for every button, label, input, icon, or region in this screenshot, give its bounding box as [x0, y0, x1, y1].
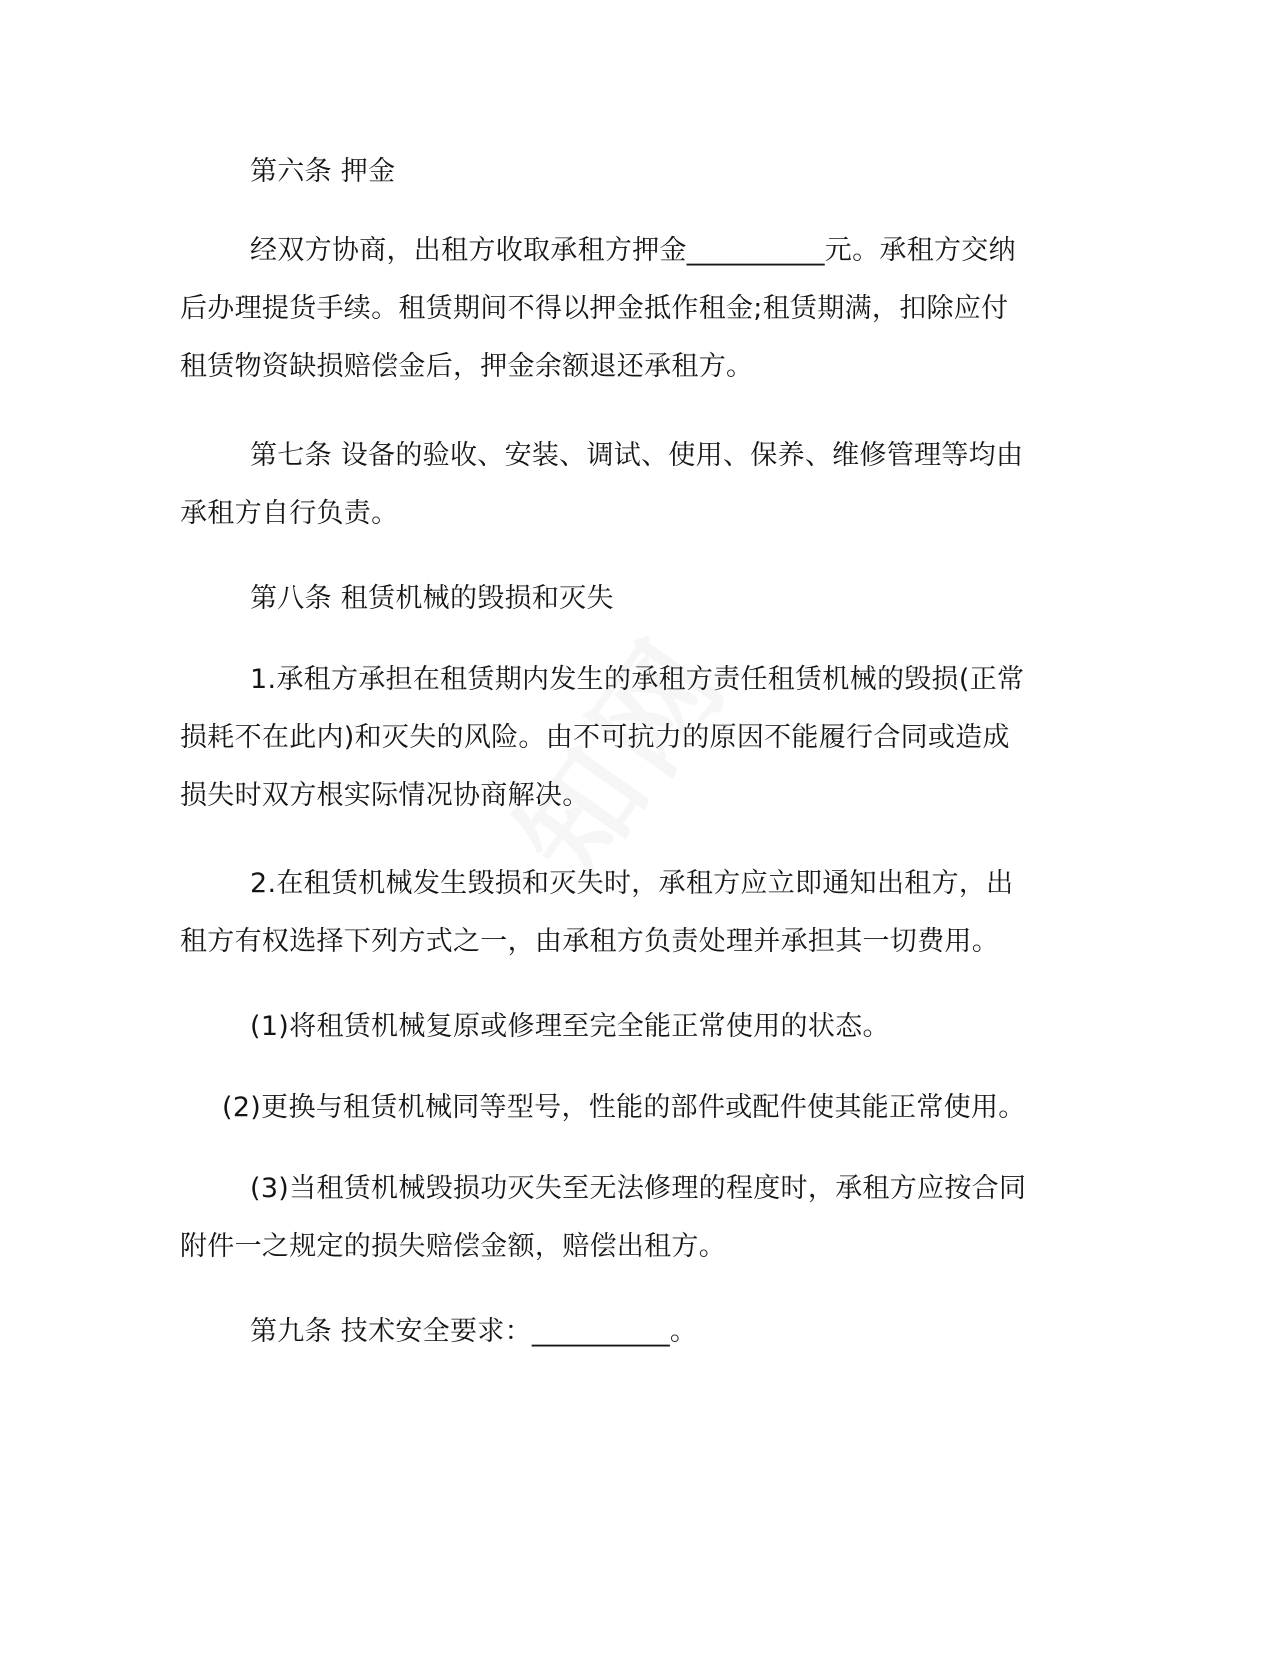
text-line: 后办理提货手续。租赁期间不得以押金抵作租金;租赁期满，扣除应付 [180, 293, 1009, 324]
article-8-title [250, 570, 614, 628]
text-line: 租赁物资缺损赔偿金后，押金余额退还承租方。 [180, 351, 754, 382]
article-8-option-2 [222, 1079, 1026, 1137]
text-line: 2.在租赁机械发生毁损和灭失时，承租方应立即通知出租方，出 [250, 868, 1014, 899]
text-line: (1)将租赁机械复原或修理至完全能正常使用的状态。 [250, 1011, 890, 1042]
article-6-title [250, 143, 395, 201]
text-line: 租方有权选择下列方式之一，由承租方负责处理并承担其一切费用。 [180, 926, 999, 957]
text-line: 承租方自行负责。 [180, 498, 399, 529]
text-line: 损失时双方根实际情况协商解决。 [180, 780, 590, 811]
article-9 [250, 1303, 697, 1361]
text-line: 第七条 设备的验收、安装、调试、使用、保养、维修管理等均由 [250, 440, 1024, 471]
text-line: 第八条 租赁机械的毁损和灭失 [250, 583, 614, 614]
text-line: 附件一之规定的损失赔偿金额，赔偿出租方。 [180, 1231, 726, 1262]
text-line: 第六条 押金 [250, 156, 396, 187]
article-8-option-3 [180, 1160, 1026, 1276]
article-8-item-2 [180, 855, 1013, 971]
text-line: 经双方协商，出租方收取承租方押金__________元。承租方交纳 [250, 235, 1016, 266]
article-8-option-1 [250, 998, 890, 1056]
article-8-item-1 [180, 651, 1024, 825]
text-line: (2)更换与租赁机械同等型号，性能的部件或配件使其能正常使用。 [222, 1092, 1026, 1123]
text-line: (3)当租赁机械毁损功灭失至无法修理的程度时，承租方应按合同 [250, 1173, 1027, 1204]
text-line: 1.承租方承担在租赁期内发生的承租方责任租赁机械的毁损(正常 [250, 664, 1025, 695]
text-line: 第九条 技术安全要求：__________。 [250, 1316, 698, 1347]
text-line: 损耗不在此内)和灭失的风险。由不可抗力的原因不能履行合同或造成 [180, 722, 1010, 753]
article-7 [180, 427, 1023, 543]
article-6-body [180, 222, 1016, 396]
